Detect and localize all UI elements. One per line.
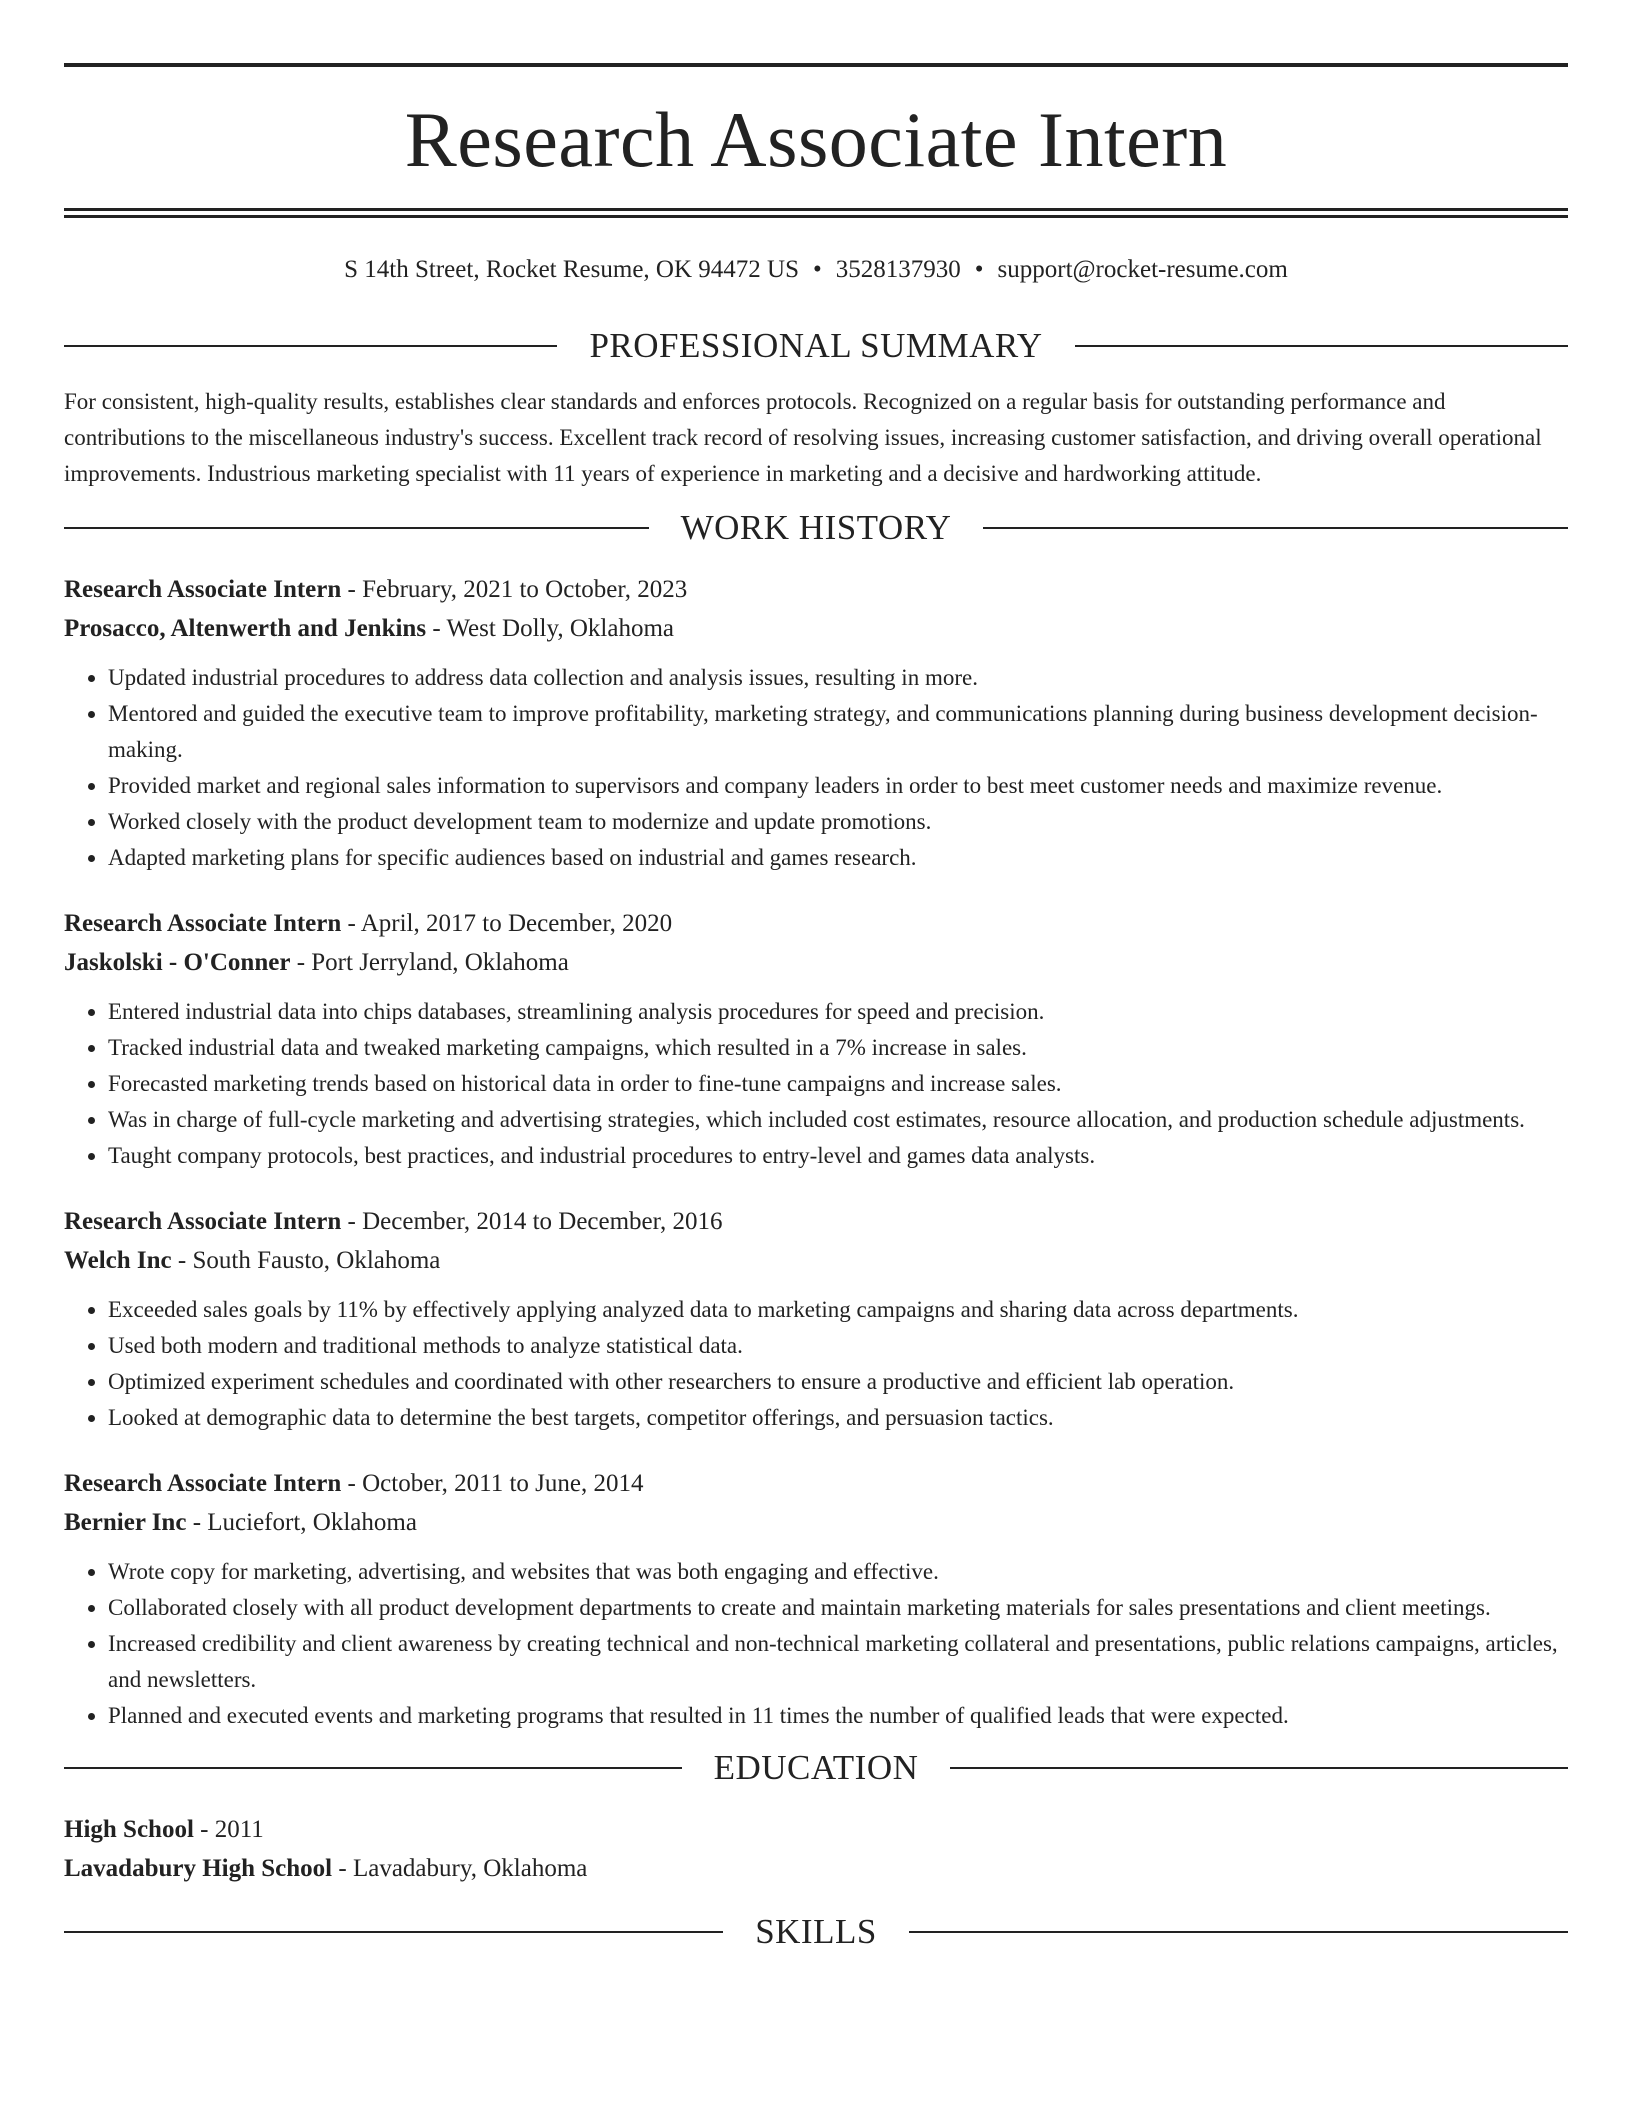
education-degree: High School [64,1816,194,1843]
list-item: • Tracked industrial data and tweaked marketing campaigns, which resulted in a 7% increase in sales. [108,1030,1568,1066]
job-location: Port Jerryland, Oklahoma [311,949,569,976]
job-entry [64,570,1568,876]
section-heading-education [64,1748,1568,1788]
address: S 14th Street, Rocket Resume, OK 94472 US [344,256,799,283]
section-title: SKILLS [755,1912,877,1951]
education-entry [64,1810,1568,1888]
heading-rule [1075,345,1568,347]
list-item: • Provided market and regional sales information to supervisors and company leaders in order to best meet customer needs and maximize revenue. [108,768,1568,804]
dash-separator: - [341,576,363,603]
job-title: Research Associate Intern [64,1208,342,1235]
list-item: • Entered industrial data into chips databases, streamlining analysis procedures for speed and precision. [108,994,1568,1030]
list-item: • Exceeded sales goals by 11% by effectively applying analyzed data to marketing campaigns and sharing data across departments. [108,1292,1568,1328]
heading-rule [64,527,649,529]
job-location: South Fausto, Oklahoma [192,1247,441,1274]
job-entry [64,1464,1568,1734]
job-location: West Dolly, Oklahoma [446,615,675,642]
job-bullet-list [64,1292,1568,1436]
job-company-line [64,943,1568,982]
job-bullet-list [64,1554,1568,1734]
list-item: • Taught company protocols, best practices, and industrial procedures to entry-level and games data analysts. [108,1138,1568,1174]
job-title-line [64,570,1568,609]
contact-separator: • [813,256,822,283]
dash-separator: - [193,1816,215,1843]
education-school-line [64,1849,1568,1888]
heading-rule [950,1767,1568,1769]
job-dates: February, 2021 to October, 2023 [362,576,688,603]
job-company-line [64,609,1568,648]
list-item: • Forecasted marketing trends based on historical data in order to fine-tune campaigns and increase sales. [108,1066,1568,1102]
job-location: Luciefort, Oklahoma [207,1509,417,1536]
heading-rule [983,527,1568,529]
list-item: • Mentored and guided the executive team to improve profitability, marketing strategy, and communications planning during business development decision-making. [108,696,1568,768]
job-dates: April, 2017 to December, 2020 [360,910,673,937]
job-company: Bernier Inc [64,1509,187,1536]
job-title-line [64,904,1568,943]
heading-rule [909,1931,1568,1933]
work-history-list [64,570,1568,1734]
resume-name: Research Associate Intern [404,96,1228,183]
list-item: • Worked closely with the product development team to modernize and update promotions. [108,804,1568,840]
list-item: • Updated industrial procedures to address data collection and analysis issues, resulting in more. [108,660,1568,696]
job-title: Research Associate Intern [64,910,342,937]
section-title: WORK HISTORY [680,508,952,547]
job-title-line [64,1202,1568,1241]
job-company: Prosacco, Altenwerth and Jenkins [64,615,427,642]
email[interactable]: support@rocket-resume.com [997,256,1288,283]
job-company-line [64,1503,1568,1542]
list-item: • Adapted marketing plans for specific audiences based on industrial and games research. [108,840,1568,876]
job-company: Welch Inc [64,1247,172,1274]
education-degree-line [64,1810,1568,1849]
dash-separator: - [341,910,361,937]
job-company: Jaskolski - O'Conner [64,949,291,976]
education-year: 2011 [214,1816,264,1843]
dash-separator: - [290,949,312,976]
job-dates: October, 2011 to June, 2014 [362,1470,644,1497]
double-rule [64,208,1568,218]
section-heading-work [64,508,1568,548]
list-item: • Looked at demographic data to determine the best targets, competitor offerings, and persuasion tactics. [108,1400,1568,1436]
list-item: • Increased credibility and client awareness by creating technical and non-technical marketing collateral and presentations, public relations campaigns, articles, and newsletters. [108,1626,1568,1698]
section-heading-summary [64,326,1568,366]
section-title: EDUCATION [713,1748,919,1787]
list-item: • Collaborated closely with all product development departments to create and maintain marketing materials for sales presentations and client meetings. [108,1590,1568,1626]
job-bullet-list [64,994,1568,1174]
job-bullet-list [64,660,1568,876]
heading-rule [64,345,557,347]
education-school: Lavadabury High School [64,1855,333,1882]
dash-separator: - [186,1509,208,1536]
heading-rule [64,1931,723,1933]
top-rule [64,63,1568,67]
dash-separator: - [341,1208,363,1235]
education-location: Lavadabury, Oklahoma [352,1855,588,1882]
list-item: • Used both modern and traditional methods to analyze statistical data. [108,1328,1568,1364]
job-dates: December, 2014 to December, 2016 [362,1208,723,1235]
dash-separator: - [332,1855,353,1882]
job-title: Research Associate Intern [64,1470,342,1497]
resume-page [64,0,1568,1952]
section-heading-skills [64,1912,1568,1952]
dash-separator: - [171,1247,193,1274]
list-item: • Planned and executed events and marketing programs that resulted in 11 times the number of qualified leads that were expected. [108,1698,1568,1734]
list-item: • Was in charge of full-cycle marketing and advertising strategies, which included cost estimates, resource allocation, and production schedule adjustments. [108,1102,1568,1138]
job-company-line [64,1241,1568,1280]
list-item: • Wrote copy for marketing, advertising, and websites that was both engaging and effective. [108,1554,1568,1590]
list-item: • Optimized experiment schedules and coordinated with other researchers to ensure a productive and efficient lab operation. [108,1364,1568,1400]
summary-text: For consistent, high-quality results, establishes clear standards and enforces protocols. Recognized on a regular basis for outstanding performance and contributions to the miscellaneous industry's success. Excellent track record of resolving issues, increasing customer satisfaction, and driving overall operational improvements. Industrious marketing specialist with 11 years of experience in marketing and a decisive and hardworking attitude. [64,389,1542,486]
phone[interactable]: 3528137930 [835,256,961,283]
job-title-line [64,1464,1568,1503]
contact-line [64,252,1568,288]
job-title: Research Associate Intern [64,576,342,603]
dash-separator: - [341,1470,363,1497]
section-title: PROFESSIONAL SUMMARY [589,326,1043,365]
job-entry [64,1202,1568,1436]
contact-separator: • [974,256,984,283]
heading-rule [64,1767,682,1769]
job-entry [64,904,1568,1174]
dash-separator: - [426,615,447,642]
